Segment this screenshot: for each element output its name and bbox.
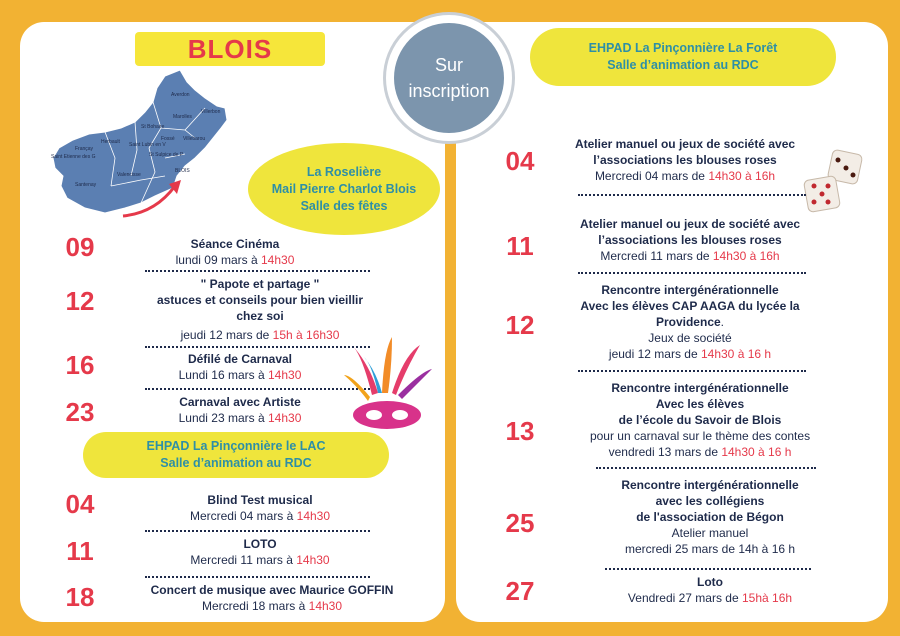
map-label: Santenay [75,182,97,188]
event-day: 25 [505,508,535,538]
event-day: 12 [505,310,535,340]
event-day: 13 [505,416,535,446]
divider [605,568,811,570]
map-label: Saint Lubin en V [129,142,166,148]
venue-roseliere [248,143,440,235]
divider [578,272,806,274]
venue-pinconniere-foret [530,28,836,86]
event-day: 23 [65,397,95,427]
divider [145,530,370,532]
event-concert: Concert de musique avec Maurice GOFFIN Mercredi 18 mars à 14h30 [150,583,394,613]
divider [145,576,370,578]
event-day: 16 [65,350,95,380]
divider [578,370,806,372]
city-title: BLOIS [135,32,325,66]
event-day: 11 [506,231,534,261]
dice-icon [798,148,868,216]
venue-line: EHPAD La Pinçonnière le LAC [146,439,326,453]
event-loto: LOTO Mercredi 11 mars à 14h30 [190,537,330,567]
event-day: 04 [65,489,95,519]
event-day: 11 [66,536,94,566]
map-label: BLOIS [175,168,190,174]
map-label: St Sulpice de P [149,152,184,158]
registration-badge [383,12,515,144]
event-cinema: Séance Cinéma lundi 09 mars à 14h30 [175,237,295,267]
event-defile: Défilé de Carnaval Lundi 16 mars à 14h30 [178,352,302,382]
divider [578,194,806,196]
event-blind-test: Blind Test musical Mercredi 04 mars à 14h30 [189,493,331,523]
divider [145,270,370,272]
venue-line: Salle d’animation au RDC [160,456,312,470]
venue-line: La Roselière [306,164,382,179]
map-label: Valencisse [117,172,141,178]
event-cap-aaga: Rencontre intergénérationnelle Avec les élèves CAP AAGA du lycée la Providence. Jeux de société jeudi 12 mars de 14h30 à 16 h [580,283,800,361]
map-label: Herbault [101,139,120,145]
map-label: Saint Etienne des G [51,154,96,160]
venue-line: EHPAD La Pinçonnière La Forêt [588,41,778,55]
event-begon: Rencontre intergénérationnelle avec les collégiens de l'association de Bégon Atelier manuel mercredi 25 mars de 14h à 16 h [621,478,799,556]
map-label: Fossé [161,136,175,142]
event-day: 27 [505,576,535,606]
venue-line: Salle d’animation au RDC [607,58,759,72]
carnival-mask-icon [342,335,434,435]
event-day: 12 [65,286,95,316]
event-day: 18 [65,582,95,612]
map-label: St Bohaire [141,124,165,130]
event-papote: " Papote et partage " astuces et conseils pour bien vieillir chez soi jeudi 12 mars de 15h à 16h30 [156,277,364,342]
divider [145,388,370,390]
blois-area-map [45,68,235,223]
divider [596,467,816,469]
badge-line2: inscription [408,81,490,101]
event-day: 04 [505,146,535,176]
event-day: 09 [65,232,95,262]
event-loto-27: Loto Vendredi 27 mars de 15hà 16h [627,575,793,605]
map-label: Marolles [173,114,192,120]
venue-line: Mail Pierre Charlot Blois [271,181,417,196]
badge-line1: Sur [434,55,463,75]
map-label: Françay [75,146,94,152]
event-savoir-blois: Rencontre intergénérationnelle Avec les élèves de l’école du Savoir de Blois pour un carnaval sur le thème des contes vendredi 13 mars de 14h30 à 16 h [589,381,811,459]
divider [145,346,370,348]
venue-pinconniere-lac [83,432,389,478]
event-carnaval-artiste: Carnaval avec Artiste Lundi 23 mars à 14h30 [178,395,302,425]
event-blouses-roses-11: Atelier manuel ou jeux de société avec l’associations les blouses roses Mercredi 11 mars de 14h30 à 16h [579,217,801,263]
venue-line: Salle des fêtes [300,198,388,213]
map-label: Averdon [171,92,190,98]
map-label: Villerbon [201,109,221,115]
map-label: Villebarou [183,136,206,142]
event-blouses-roses-04: Atelier manuel ou jeux de société avec l’associations les blouses roses Mercredi 04 mars de 14h30 à 16h [574,137,796,183]
